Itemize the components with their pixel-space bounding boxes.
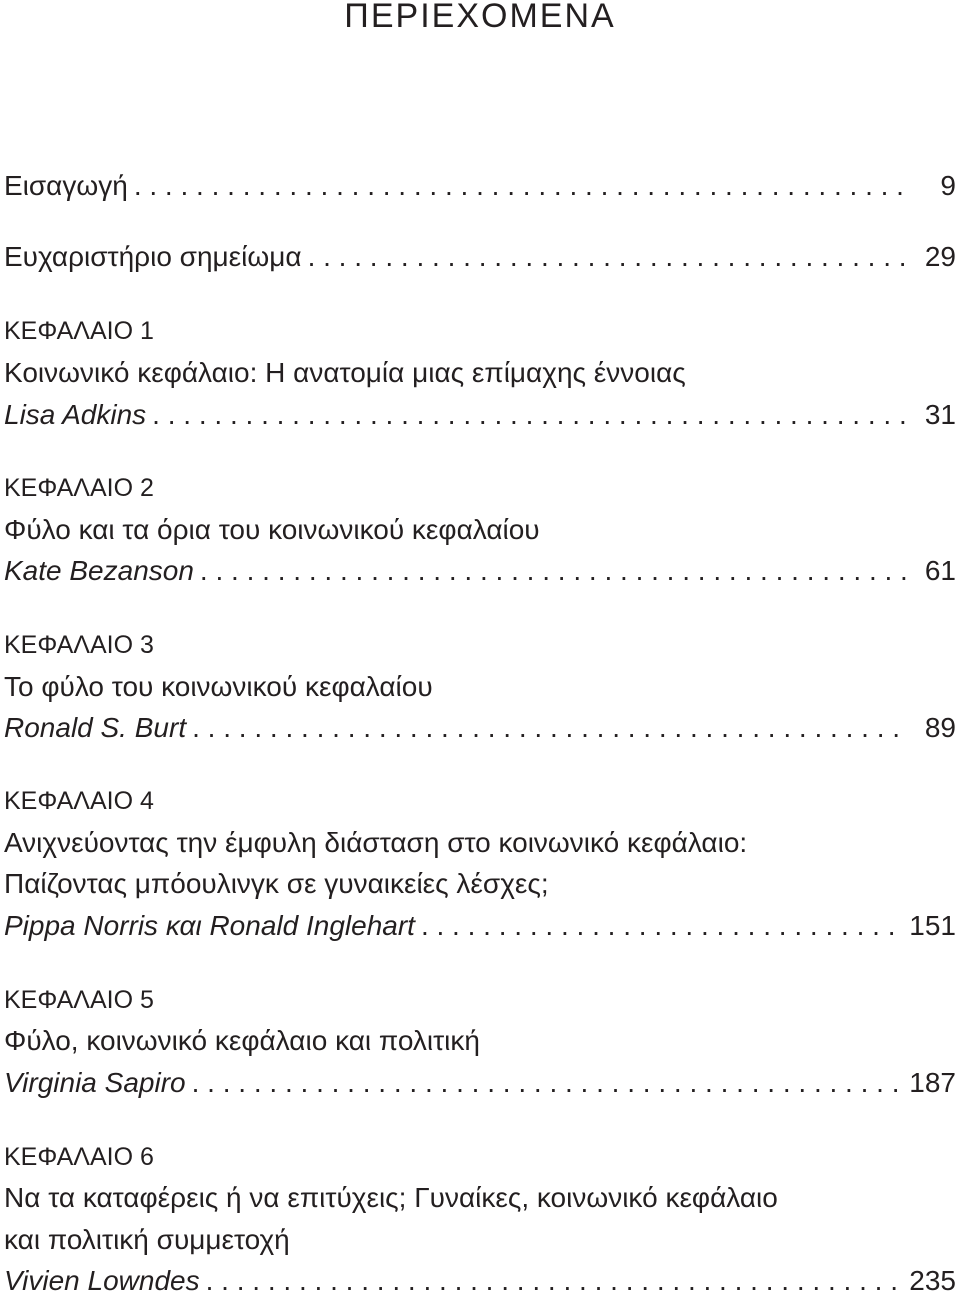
toc-entry-acknowledgements[interactable] [4,239,956,275]
toc-entry-chapter-2[interactable] [4,553,956,589]
toc-entry-intro[interactable] [4,168,956,204]
toc-page-number: 235 [909,1265,956,1296]
chapter-author: Virginia Sapiro [4,1067,186,1098]
toc-page-number: 31 [924,399,956,430]
chapter-4-title-line-1: Ανιχνεύοντας την έμφυλη διάσταση στο κοινωνικό κεφάλαιο: [4,827,748,858]
chapter-1-title: Κοινωνικό κεφάλαιο: Η ανατομία μιας επίμαχης έννοιας [4,357,686,388]
chapter-5-number: ΚΕΦΑΛΑΙΟ 5 [4,986,154,1014]
toc-page-number: 187 [909,1067,956,1098]
chapter-author: Lisa Adkins [4,399,147,430]
toc-entry-chapter-1[interactable] [4,397,956,433]
toc-entry-chapter-5[interactable] [4,1065,956,1101]
chapter-6-title-line-1: Να τα καταφέρεις ή να επιτύχεις; Γυναίκες, κοινωνικό κεφάλαιο [4,1182,778,1213]
dot-leader [134,168,906,204]
dot-leader [200,553,906,589]
chapter-6-title-line-2: και πολιτική συμμετοχή [4,1224,290,1255]
chapter-5-title: Φύλο, κοινωνικό κεφάλαιο και πολιτική [4,1025,480,1056]
dot-leader [421,908,899,944]
dot-leader [308,239,906,275]
toc-page-number: 9 [940,170,956,201]
toc-entry-chapter-3[interactable] [4,710,956,746]
chapter-3-title: Το φύλο του κοινωνικού κεφαλαίου [4,671,433,702]
toc-page-number: 29 [924,241,956,272]
toc-page-number: 89 [924,712,956,743]
toc-entry-chapter-4[interactable] [4,908,956,944]
chapter-2-title: Φύλο και τα όρια του κοινωνικού κεφαλαίου [4,514,540,545]
chapter-4-number: ΚΕΦΑΛΑΙΟ 4 [4,787,154,815]
toc-entry-label: Εισαγωγή [4,170,128,201]
dot-leader [206,1263,900,1299]
chapter-2-number: ΚΕΦΑΛΑΙΟ 2 [4,474,154,502]
chapter-author: Pippa Norris και Ronald Inglehart [4,910,415,941]
toc-page-number: 151 [909,910,956,941]
chapter-author: Kate Bezanson [4,555,194,586]
toc-page-number: 61 [924,555,956,586]
toc-entry-label: Ευχαριστήριο σημείωμα [4,241,302,272]
dot-leader [192,710,906,746]
chapter-1-number: ΚΕΦΑΛΑΙΟ 1 [4,317,154,345]
toc-entry-chapter-6[interactable] [4,1263,956,1299]
dot-leader [192,1065,900,1101]
dot-leader [152,397,906,433]
chapter-3-number: ΚΕΦΑΛΑΙΟ 3 [4,631,154,659]
chapter-4-title-line-2: Παίζοντας μπόουλινγκ σε γυναικείες λέσχες; [4,868,549,899]
chapter-author: Vivien Lowndes [4,1265,200,1296]
chapter-author: Ronald S. Burt [4,712,187,743]
page-title: ΠΕΡΙΕΧΟΜΕΝΑ [344,0,616,35]
chapter-6-number: ΚΕΦΑΛΑΙΟ 6 [4,1143,154,1171]
